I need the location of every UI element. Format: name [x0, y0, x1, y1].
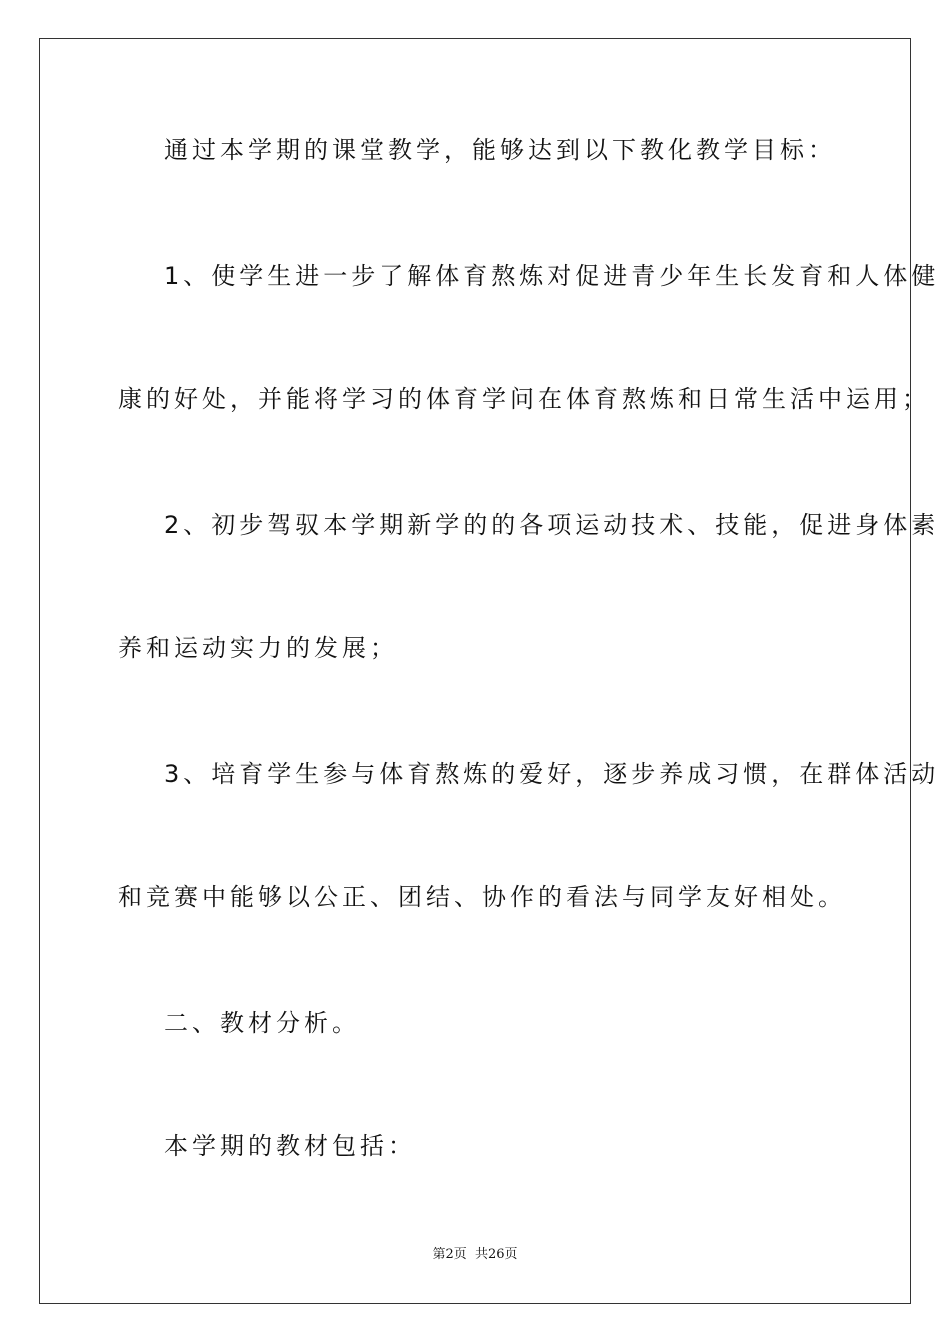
goal-3-line-1: 3、培育学生参与体育熬炼的爱好，逐步养成习惯，在群体活动 [164, 760, 940, 788]
goal-3-line-2: 和竞赛中能够以公正、团结、协作的看法与同学友好相处。 [118, 883, 846, 911]
total-pages: 共26页 [474, 1247, 518, 1262]
section-heading: 二、教材分析。 [164, 1009, 360, 1037]
page-border [39, 38, 911, 1304]
goal-1-line-1: 1、使学生进一步了解体育熬炼对促进青少年生长发育和人体健 [164, 262, 940, 290]
goal-1-line-2: 康的好处，并能将学习的体育学问在体育熬炼和日常生活中运用； [118, 385, 930, 413]
page-number: 第2页 [432, 1247, 467, 1262]
page-footer [0, 1247, 950, 1263]
paragraph-intro: 通过本学期的课堂教学，能够达到以下教化教学目标： [164, 136, 836, 164]
paragraph-materials: 本学期的教材包括： [164, 1132, 416, 1160]
goal-2-line-1: 2、初步驾驭本学期新学的的各项运动技术、技能，促进身体素 [164, 511, 940, 539]
goal-2-line-2: 养和运动实力的发展； [118, 634, 398, 662]
